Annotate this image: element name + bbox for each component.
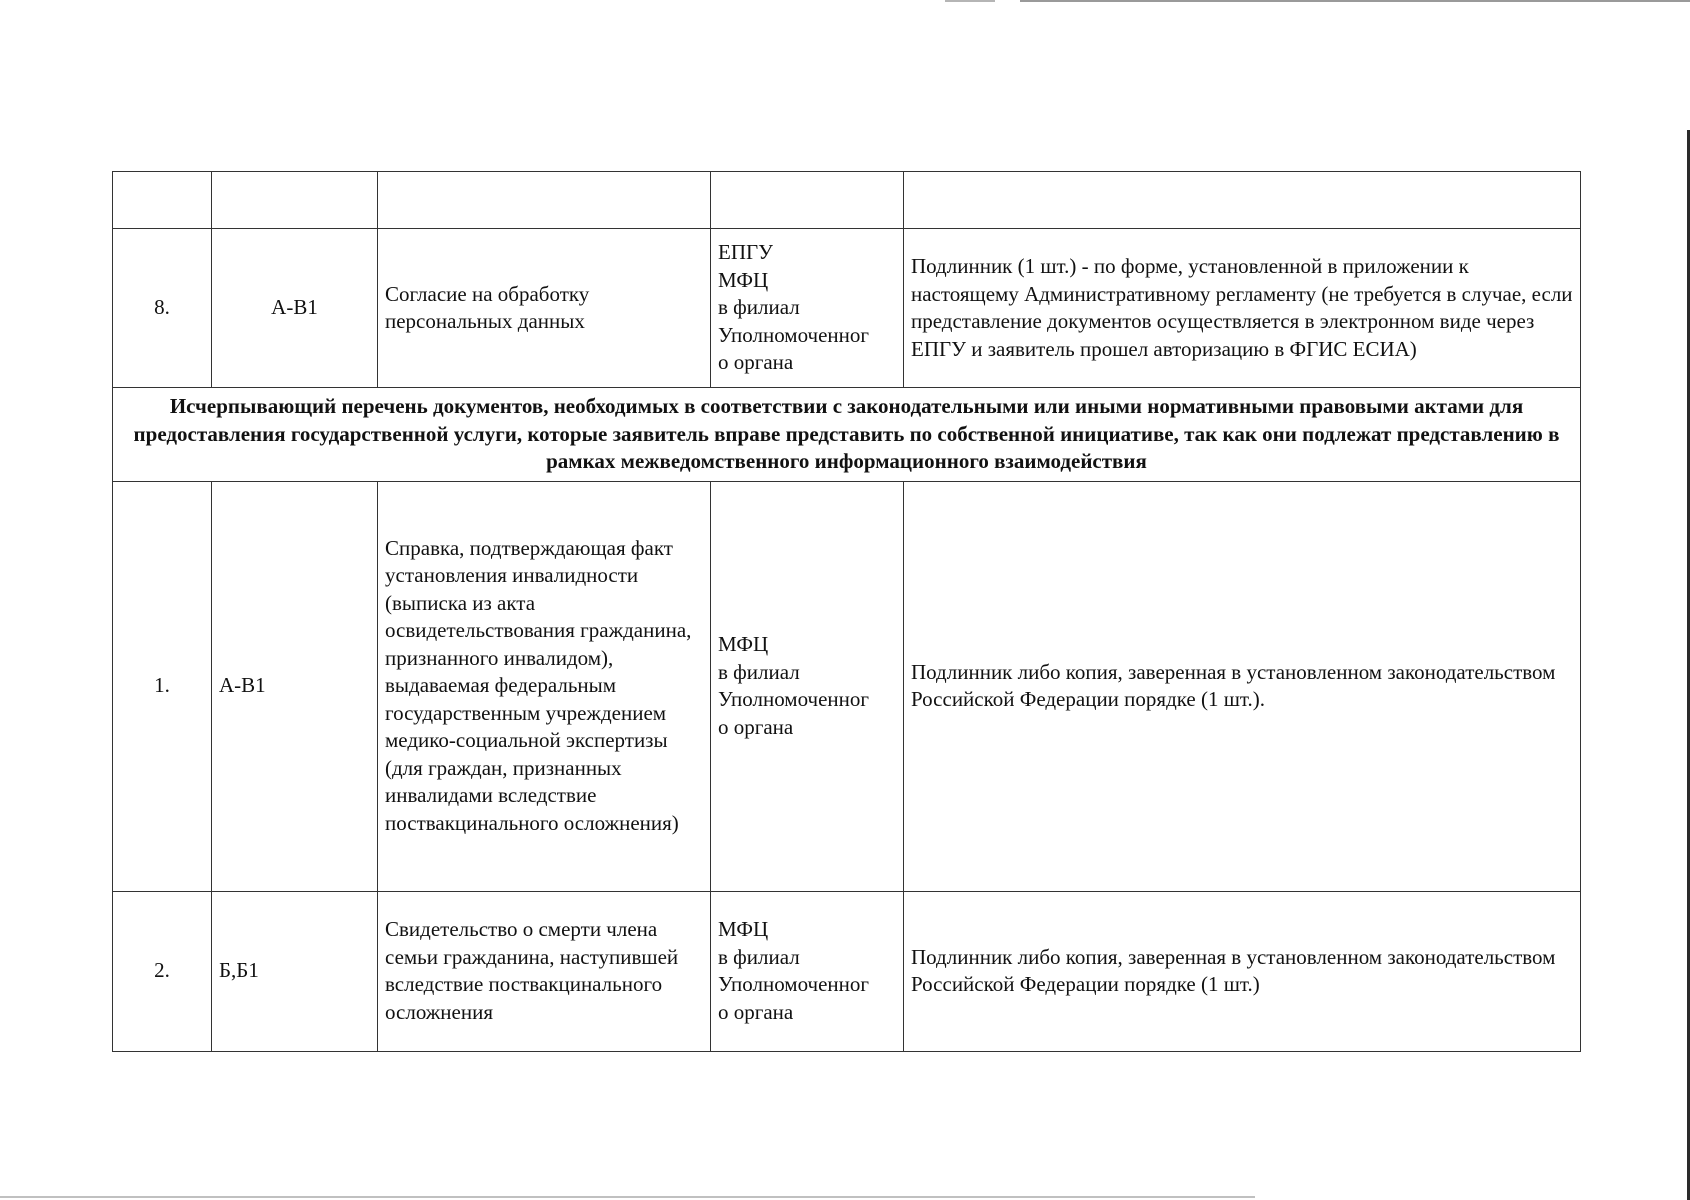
table-row-1 <box>113 481 1581 891</box>
row-number: 2. <box>113 891 212 1051</box>
applicant-category-code: Б,Б1 <box>212 891 378 1051</box>
section-heading: Исчерпывающий перечень документов, необходимых в соответствии с законодательными или иными нормативными правовыми актами для предоставления государственной услуги, которые заявитель вправе представить по собственной инициативе, так как они подлежат представлению в рамках межведомственного информационного взаимодействия <box>113 388 1581 482</box>
document-form: Подлинник либо копия, заверенная в установленном законодательством Российской Федерации порядке (1 шт.). <box>904 481 1581 891</box>
empty-cell <box>904 172 1581 229</box>
empty-cell <box>711 172 904 229</box>
applicant-category-code: А-В1 <box>212 481 378 891</box>
documents-table <box>112 171 1581 1052</box>
document-form: Подлинник (1 шт.) - по форме, установленной в приложении к настоящему Административному регламенту (не требуется в случае, если представление документов осуществляется в электронном виде через ЕПГУ и заявитель прошел авторизацию в ФГИС ЕСИА) <box>904 229 1581 388</box>
table-row-8 <box>113 229 1581 388</box>
document-name: Согласие на обработку персональных данных <box>378 229 711 388</box>
table-row-empty <box>113 172 1581 229</box>
submission-place: ЕПГУ МФЦ в филиал Уполномоченног о органа <box>711 229 904 388</box>
empty-cell <box>113 172 212 229</box>
table-row-2 <box>113 891 1581 1051</box>
row-number: 1. <box>113 481 212 891</box>
section-heading-row <box>113 388 1581 482</box>
document-name: Свидетельство о смерти члена семьи гражданина, наступившей вследствие поствакцинального осложнения <box>378 891 711 1051</box>
scan-artifact-top-short <box>945 0 995 2</box>
empty-cell <box>212 172 378 229</box>
scan-artifact-top <box>1020 0 1690 2</box>
document-name: Справка, подтверждающая факт установления инвалидности (выписка из акта освидетельствования гражданина, признанного инвалидом), выдаваемая федеральным государственным учреждением медико-социальной экспертизы (для граждан, признанных инвалидами вследствие поствакцинального осложнения) <box>378 481 711 891</box>
submission-place: МФЦ в филиал Уполномоченног о органа <box>711 891 904 1051</box>
scan-artifact-bottom <box>0 1196 1255 1198</box>
submission-place: МФЦ в филиал Уполномоченног о органа <box>711 481 904 891</box>
document-form: Подлинник либо копия, заверенная в установленном законодательством Российской Федерации порядке (1 шт.) <box>904 891 1581 1051</box>
row-number: 8. <box>113 229 212 388</box>
applicant-category-code: А-В1 <box>212 229 378 388</box>
empty-cell <box>378 172 711 229</box>
